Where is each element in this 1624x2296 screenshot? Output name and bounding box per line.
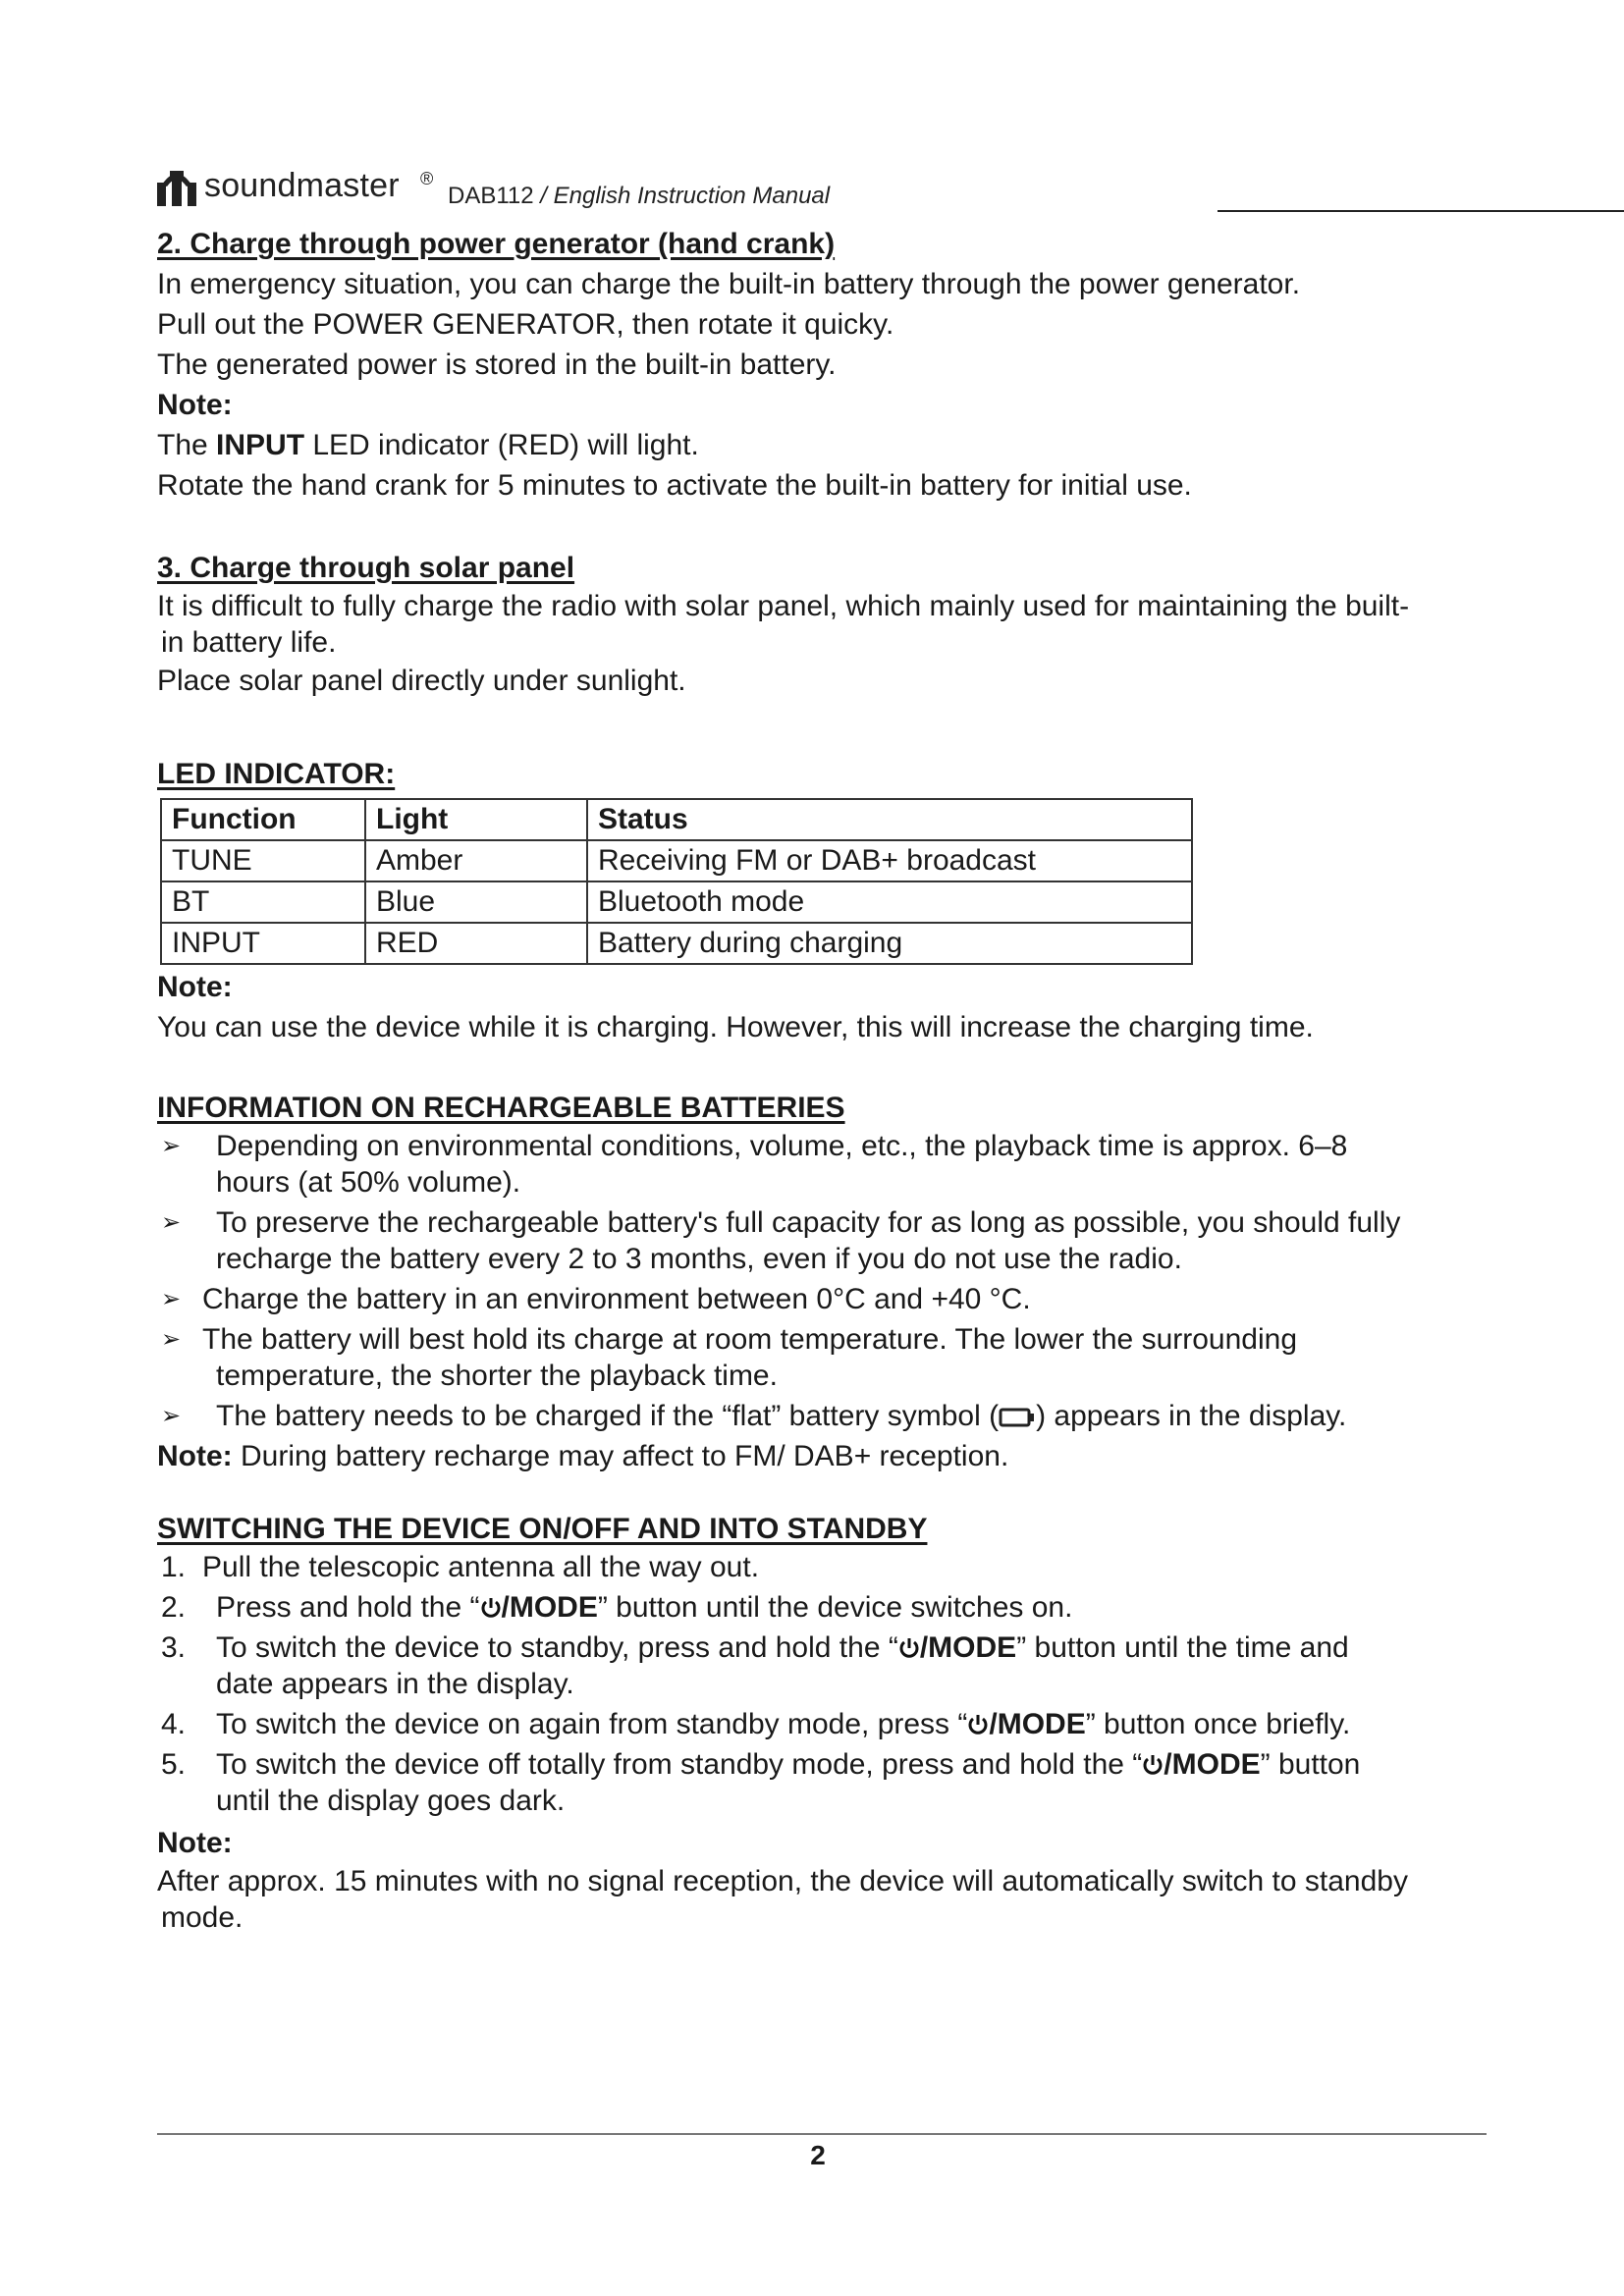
note-label: Note:	[157, 389, 233, 421]
bullet-arrow-icon: ➢	[161, 1209, 182, 1236]
bullet-arrow-icon: ➢	[161, 1403, 182, 1429]
table-cell: BT	[161, 881, 365, 923]
section-title: 3. Charge through solar panel	[157, 552, 575, 584]
note-text: You can use the device while it is charging. However, this will increase the charging time.	[157, 1011, 1314, 1043]
note-label: Note:	[157, 1827, 233, 1859]
step-number: 4.	[161, 1708, 187, 1740]
note-text: After approx. 15 minutes with no signal reception, the device will automatically switch to standby	[157, 1865, 1408, 1897]
list-item	[157, 1549, 1492, 1585]
step-text-part: To switch the device to standby, press and hold the “	[216, 1631, 898, 1664]
table-cell: Amber	[365, 840, 587, 881]
list-item	[157, 1321, 1492, 1394]
bullet-text	[157, 1398, 1492, 1434]
step-text-part: To switch the device on again from standby mode, press “	[216, 1708, 968, 1740]
note-label: Note:	[157, 971, 233, 1003]
bullet-text: Charge the battery in an environment between 0°C and +40 °C.	[202, 1283, 1031, 1315]
list-item	[157, 1281, 1492, 1317]
mode-button-label: /MODE	[989, 1708, 1086, 1740]
registered-mark: ®	[420, 169, 434, 188]
table-row	[161, 881, 1192, 923]
bullet-arrow-icon: ➢	[161, 1286, 182, 1312]
bullet-text-part: ) appears in the display.	[1036, 1400, 1347, 1432]
input-keyword: INPUT	[216, 429, 305, 461]
led-indicator-table	[160, 798, 1193, 965]
model-number: DAB112	[448, 183, 534, 209]
note-line	[157, 425, 1492, 465]
header-separator: /	[533, 183, 554, 209]
paragraph-line: Pull out the POWER GENERATOR, then rotate it quicky.	[157, 308, 894, 341]
step-number: 2.	[161, 1591, 187, 1624]
mode-button-label: /MODE	[919, 1631, 1017, 1664]
bullet-text-part: The battery needs to be charged if the “flat” battery symbol (	[216, 1400, 1000, 1432]
power-icon	[967, 1713, 989, 1736]
led-indicator-heading	[157, 754, 1492, 794]
mode-button-label: /MODE	[1164, 1748, 1261, 1781]
power-icon	[898, 1636, 920, 1660]
paragraph-line: The generated power is stored in the built-in battery.	[157, 348, 837, 381]
table-row	[161, 840, 1192, 881]
flat-battery-icon	[999, 1407, 1036, 1428]
list-item	[157, 1204, 1492, 1277]
table-row	[161, 923, 1192, 964]
section-hand-crank	[157, 224, 1492, 506]
step-text: Pull the telescopic antenna all the way out.	[202, 1551, 760, 1583]
list-item	[157, 1706, 1492, 1742]
section-solar	[157, 548, 1492, 701]
list-item	[157, 1629, 1492, 1702]
step-text	[157, 1589, 1492, 1626]
bullet-text: Depending on environmental conditions, volume, etc., the playback time is approx. 6–8	[216, 1130, 1348, 1162]
power-icon	[1142, 1753, 1164, 1777]
note-line	[157, 1436, 1492, 1476]
note-text: mode.	[161, 1901, 244, 1934]
step-text	[157, 1746, 1492, 1783]
paragraph-line: in battery life.	[161, 626, 337, 659]
section-title: 2. Charge through power generator (hand crank)	[157, 228, 836, 260]
bullet-arrow-icon: ➢	[161, 1133, 182, 1159]
note-suffix: LED indicator (RED) will light.	[304, 429, 699, 461]
table-header-cell: Light	[365, 799, 587, 840]
manual-title: English Instruction Manual	[553, 183, 831, 209]
bullet-text: To preserve the rechargeable battery's full capacity for as long as possible, you should fully	[216, 1206, 1401, 1239]
list-item	[157, 1128, 1492, 1201]
header-rule	[1218, 210, 1624, 212]
section-batteries	[157, 1088, 1492, 1476]
step-number: 3.	[161, 1631, 187, 1664]
table-cell: TUNE	[161, 840, 365, 881]
soundmaster-logo-icon	[157, 167, 196, 208]
brand-name: soundmaster	[204, 167, 400, 204]
step-text-part: ” button until the device switches on.	[597, 1591, 1073, 1624]
note-text: During battery recharge may affect to FM/ DAB+ reception.	[232, 1440, 1009, 1472]
step-text-part: Press and hold the “	[216, 1591, 480, 1624]
step-text-part: ” button once briefly.	[1085, 1708, 1351, 1740]
table-cell: RED	[365, 923, 587, 964]
note-label: Note:	[157, 1440, 233, 1472]
mode-button-label: /MODE	[501, 1591, 598, 1624]
section-title: INFORMATION ON RECHARGEABLE BATTERIES	[157, 1092, 845, 1124]
step-text: until the display goes dark.	[216, 1785, 566, 1817]
list-item	[157, 1398, 1492, 1434]
list-item	[157, 1746, 1492, 1819]
led-note	[157, 967, 1492, 1047]
section-switching	[157, 1509, 1492, 1936]
step-text-part: To switch the device off totally from standby mode, press and hold the “	[216, 1748, 1143, 1781]
table-cell: Blue	[365, 881, 587, 923]
step-number: 1.	[161, 1551, 187, 1583]
section-title: SWITCHING THE DEVICE ON/OFF AND INTO STANDBY	[157, 1513, 928, 1545]
note-prefix: The	[157, 429, 217, 461]
table-cell: Receiving FM or DAB+ broadcast	[587, 840, 1192, 881]
table-header-cell: Function	[161, 799, 365, 840]
step-text: date appears in the display.	[216, 1668, 574, 1700]
page-number: 2	[810, 2140, 826, 2170]
bullet-text: hours (at 50% volume).	[216, 1166, 521, 1199]
step-text-part: ” button	[1260, 1748, 1361, 1781]
table-header-row	[161, 799, 1192, 840]
note-line: Rotate the hand crank for 5 minutes to activate the built-in battery for initial use.	[157, 469, 1192, 502]
table-cell: INPUT	[161, 923, 365, 964]
table-cell: Bluetooth mode	[587, 881, 1192, 923]
table-cell: Battery during charging	[587, 923, 1192, 964]
bullet-text: The battery will best hold its charge at room temperature. The lower the surrounding	[202, 1323, 1298, 1356]
list-item	[157, 1589, 1492, 1626]
footer-rule	[157, 2133, 1487, 2135]
document-subtitle	[448, 183, 830, 210]
step-text	[157, 1706, 1492, 1742]
section-title: LED INDICATOR:	[157, 758, 396, 790]
bullet-arrow-icon: ➢	[161, 1326, 182, 1353]
page-header	[157, 165, 1483, 214]
paragraph-line: It is difficult to fully charge the radio with solar panel, which mainly used for maintaining the built-	[157, 590, 1410, 622]
power-icon	[480, 1596, 502, 1620]
step-text-part: ” button until the time and	[1016, 1631, 1349, 1664]
paragraph-line: Place solar panel directly under sunlight.	[157, 665, 686, 697]
step-text	[157, 1629, 1492, 1666]
bullet-text: temperature, the shorter the playback time.	[216, 1360, 778, 1392]
table-header-cell: Status	[587, 799, 1192, 840]
step-number: 5.	[161, 1748, 187, 1781]
paragraph-line: In emergency situation, you can charge the built-in battery through the power generator.	[157, 268, 1301, 300]
bullet-text: recharge the battery every 2 to 3 months, even if you do not use the radio.	[216, 1243, 1182, 1275]
